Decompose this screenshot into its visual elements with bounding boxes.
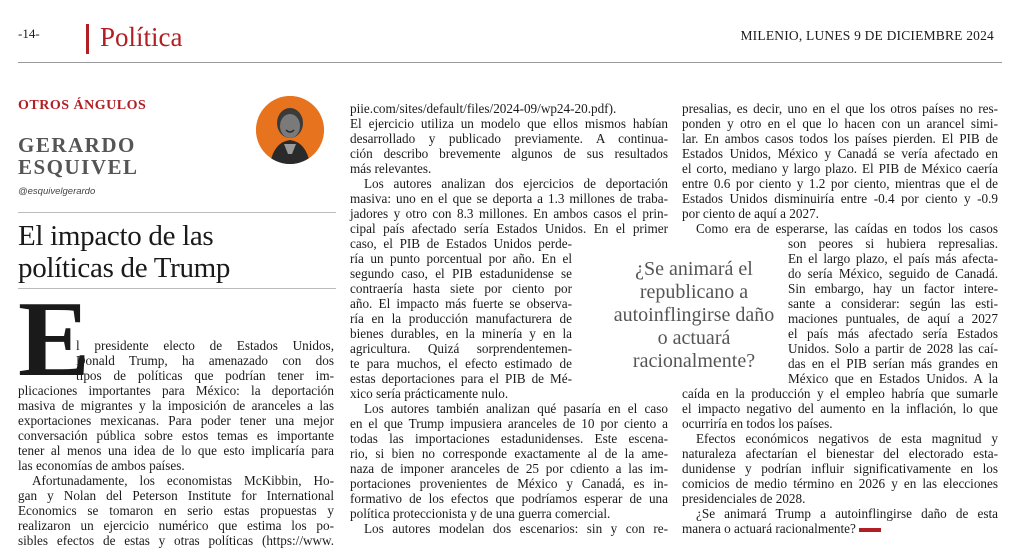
article-line: te para muchos, el efecto estimado de — [350, 356, 572, 371]
article-line: Como era de esperarse, las caídas en todos los casos — [696, 221, 998, 236]
author-handle: @esquivelgerardo — [18, 186, 96, 197]
article-line: das en el PIB serían más grandes en — [788, 356, 998, 371]
article-line: do sería México, seguido de Canadá. — [788, 266, 998, 281]
headline-line: políticas de Trump — [18, 252, 231, 284]
article-line: en el que Trump impusiera aranceles de 10 por ciento a — [350, 416, 668, 431]
article-line: comicios de medio término en 2026 y en las elecciones — [682, 476, 998, 491]
drop-cap: E — [18, 280, 91, 399]
article-line: naza de imponer aranceles de 25 por cdiento a las im- — [350, 461, 668, 476]
article-line: xico sería prácticamente nulo. — [350, 386, 509, 401]
article-line: presidenciales de 2028. — [682, 491, 806, 506]
article-line: son peores si hubiera represalias. — [788, 236, 998, 251]
article-line: Estados Unidos, México y Canadá se vería afectado en — [682, 146, 998, 161]
article-line: ría en la producción manufacturera de — [350, 311, 572, 326]
article-line: l presidente electo de Estados Unidos, — [76, 338, 334, 353]
byline-block — [18, 92, 338, 212]
author-avatar — [256, 96, 324, 164]
article-column-1 — [18, 338, 334, 548]
page-number: -14- — [18, 26, 40, 41]
author-portrait-icon — [256, 96, 324, 164]
article-line: sante a considerar: según las esti- — [788, 296, 998, 311]
article-line: rio, si bien no corresponde exactamente al de la ame- — [350, 446, 668, 461]
article-line: Estados Unidos disminuiría entre -0.4 por ciento y -0.9 — [682, 191, 998, 206]
article-line: el impacto negativo del aumento en la inflación, lo que — [682, 401, 998, 416]
article-line: ocurriría en todos los países. — [682, 416, 833, 431]
article-line: masiva: uno en el que se deporta a 1.3 millones de traba- — [350, 191, 668, 206]
header-rule — [18, 62, 1002, 63]
article-line: El ejercicio utiliza un modelo que ellos mismos habían — [350, 116, 668, 131]
article-line: Sin embargo, hay un factor intere- — [788, 281, 998, 296]
article-line: Donald Trump, ha amenazado con dos — [76, 353, 334, 368]
article-line: formativo de los efectos que podríamos esperar de una — [350, 491, 668, 506]
article-line: caso, el PIB de Estados Unidos perde- — [350, 236, 572, 251]
article-line: manera o actuará racionalmente? — [682, 521, 998, 536]
article-line: las economías de ambos países. — [18, 458, 185, 473]
article-line: ¿Se animará Trump a autoinflingirse daño de esta — [696, 506, 998, 521]
author-name — [18, 134, 139, 178]
article-line: desarrollado y publicado previamente. A continua- — [350, 131, 668, 146]
article-line: el corto, mediano y largo plazo. El PIB de México caería — [682, 161, 998, 176]
article-line: presalias, es decir, uno en el que los otros países no res- — [682, 101, 998, 116]
article-line: agricultura. Quizá sorprendentemen- — [350, 341, 572, 356]
article-line: piie.com/sites/default/files/2024-09/wp24-20.pdf). — [350, 101, 617, 116]
article-line: Afortunadamente, los economistas McKibbin, Ho- — [32, 473, 334, 488]
article-line: maciones puntuales, de aquí a 2027 — [788, 311, 998, 326]
article-line: dunidense y podrían influir significativamente en los — [682, 461, 998, 476]
article-line: ponden y otro en el que lo hacen con un arancel simi- — [682, 116, 998, 131]
article-line: lar. En ambos casos todos los países pierden. El PIB de — [682, 131, 998, 146]
article-line: bienes durables, en la minería y en la — [350, 326, 572, 341]
author-first-name: GERARDO — [18, 133, 136, 157]
article-line: el país más afectado sería Estados — [788, 326, 998, 341]
article-line: exportaciones mexicanas. Para poder tener una mejor — [18, 413, 334, 428]
article-line: política proteccionista y de una guerra comercial. — [350, 506, 611, 521]
article-line: masiva de migrantes y la imposición de aranceles a las — [18, 398, 334, 413]
article-line: ría un punto porcentual por año. En el — [350, 251, 572, 266]
section-divider — [86, 24, 89, 54]
article-line: entre 0.6 por ciento y 1.2 por ciento, mientras que el de — [682, 176, 998, 191]
end-mark — [859, 528, 881, 532]
article-line: Economics se tomaron en serio estas propuestas y — [18, 503, 334, 518]
article-line: portaciones provenientes de México y Canadá, es in- — [350, 476, 668, 491]
article-line: tipos de políticas que podrían tener im- — [76, 368, 334, 383]
article-line: estas deportaciones para el PIB de Mé- — [350, 371, 572, 386]
article-line: Unidos. Solo a partir de 2028 las caí- — [788, 341, 998, 356]
article-line: Los autores analizan dos ejercicios de deportación — [364, 176, 668, 191]
column-kicker: OTROS ÁNGULOS — [18, 98, 147, 113]
headline-line: El impacto de las — [18, 220, 214, 252]
article-line: Los autores modelan dos escenarios: sin y con re- — [364, 521, 668, 536]
article-line: jadores y otro con 8.3 millones. En ambos casos el prin- — [350, 206, 668, 221]
article-line: tener al menos una idea de lo que esto implicaría para — [18, 443, 334, 458]
article-line: Efectos económicos negativos de esta magnitud y — [696, 431, 998, 446]
article-line: año. El impacto más fuerte se observa- — [350, 296, 572, 311]
article-line: plicaciones importantes para México: la deportación — [18, 383, 334, 398]
article-line: conversación pública sobre estos temas es importante — [18, 428, 334, 443]
article-line: más relevantes. — [350, 161, 432, 176]
article-line: sibles efectos de estas y otras políticas (https://www. — [18, 533, 334, 548]
article-headline — [18, 220, 338, 284]
article-line: naturaleza afectarían el bienestar del electorado esta- — [682, 446, 998, 461]
article-line: En el largo plazo, el país más afecta- — [788, 251, 998, 266]
article-line: todas las importaciones estadunidenses. Este escena- — [350, 431, 668, 446]
article-line: Los autores también analizan qué pasaría en el caso — [364, 401, 668, 416]
article-line: caída en la producción y el empleo habría que sumarle — [682, 386, 998, 401]
article-line: por ciento de aquí a 2027. — [682, 206, 819, 221]
dateline: MILENIO, LUNES 9 DE DICIEMBRE 2024 — [740, 28, 994, 43]
byline-rule — [18, 212, 336, 213]
author-last-name: ESQUIVEL — [18, 155, 139, 179]
article-line: México que en Estados Unidos. A la — [788, 371, 998, 386]
pull-quote: ¿Se animará el republicano a autoinflingirse daño o actuará racionalmente? — [613, 258, 775, 372]
article-line: realizaron un ejercicio numérico que estima los po- — [18, 518, 334, 533]
page-header — [0, 0, 1024, 62]
article-line: cipal país afectado sería Estados Unidos. En el primer — [350, 221, 668, 236]
article-line: ción describo brevemente algunos de sus resultados — [350, 146, 668, 161]
article-line: gan y Nolan del Peterson Institute for International — [18, 488, 334, 503]
article-line: contraería hasta siete por ciento por — [350, 281, 572, 296]
section-title: Política — [100, 22, 183, 52]
article-line: segundo caso, el PIB estadunidense se — [350, 266, 572, 281]
